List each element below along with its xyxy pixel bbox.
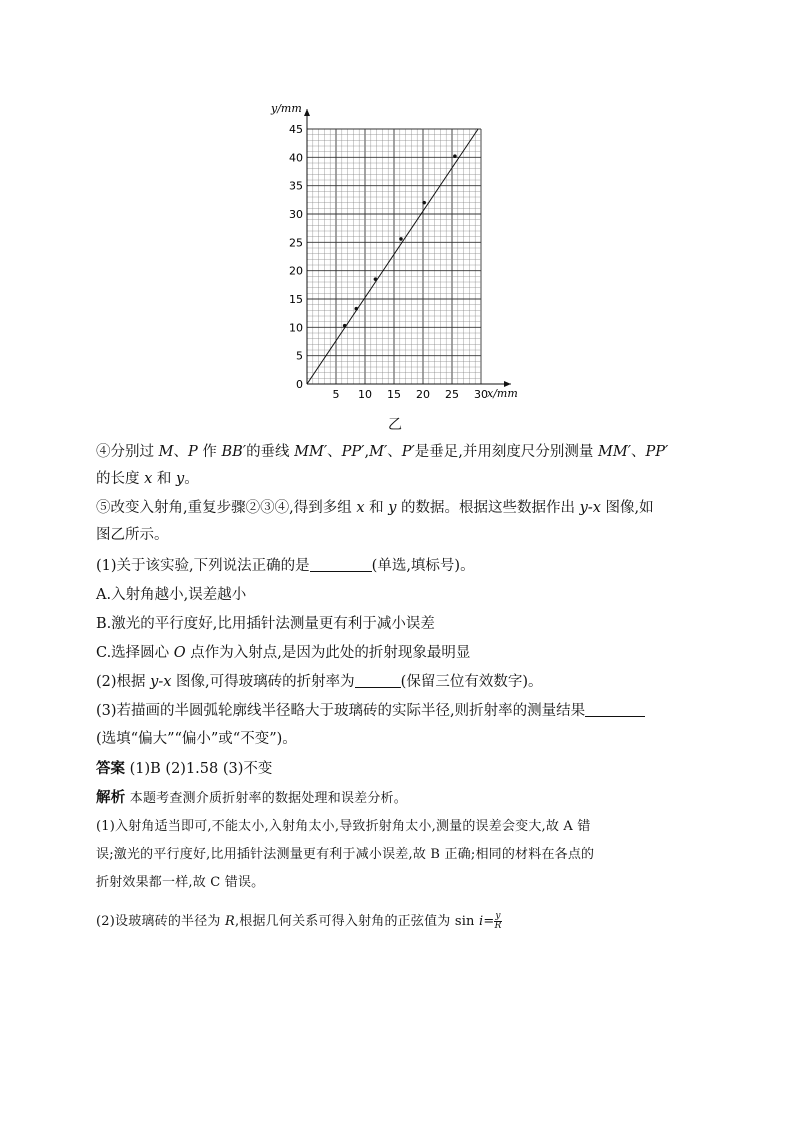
text: 、 — [327, 444, 342, 460]
x-axis-label: x/mm — [487, 387, 518, 400]
text: 。 — [184, 471, 199, 487]
y-tick-label: 35 — [289, 179, 303, 193]
answer-label: 答案 — [96, 760, 125, 777]
fraction-y-over-R — [494, 912, 501, 931]
y-x-graph — [255, 95, 545, 410]
y-tick-label: 40 — [289, 151, 303, 165]
text: 的数据。根据这些数据作出 — [396, 500, 580, 516]
step5-line1 — [96, 496, 696, 520]
var-PP: PP′ — [341, 444, 365, 460]
data-point — [343, 324, 347, 328]
y-tick-label: 15 — [289, 293, 303, 306]
text: (1)关于该实验,下列说法正确的是 — [96, 558, 310, 574]
y-tick-label: 0 — [296, 378, 303, 391]
y-tick-label: 25 — [289, 236, 303, 250]
y-tick-label: 10 — [289, 321, 303, 335]
y-axis-label: y/mm — [271, 102, 302, 115]
x-tick-label: 25 — [445, 388, 459, 401]
fraction-numerator: y — [495, 911, 501, 921]
data-point — [399, 237, 403, 241]
var-P2: P′ — [401, 444, 415, 460]
text: = — [483, 914, 495, 929]
analysis-p1-line1: (1)入射角适当即可,不能太小,入射角太小,导致折射角太小,测量的误差会变大,故 A 错 — [96, 819, 591, 834]
analysis-text: 本题考查测介质折射率的数据处理和误差分析。 — [125, 791, 407, 806]
text: 是垂足,并用刻度尺分别测量 — [414, 444, 599, 460]
x-tick-label: 10 — [358, 388, 372, 401]
step5-line2: 图乙所示。 — [96, 527, 169, 543]
var-PP3: PP′ — [645, 444, 669, 460]
text: 、 — [631, 444, 646, 460]
analysis-p2 — [96, 910, 696, 934]
var-yx: y-x — [150, 674, 172, 690]
text: (保留三位有效数字)。 — [400, 674, 543, 690]
data-point — [453, 154, 457, 158]
q3-stem-line1 — [96, 699, 696, 723]
data-point — [374, 277, 378, 281]
var-x: x — [356, 500, 365, 516]
analysis-p1-line3: 折射效果都一样,故 C 错误。 — [96, 875, 265, 890]
y-axis-arrow — [304, 109, 310, 116]
x-tick-label: 20 — [416, 388, 430, 401]
var-O: O — [173, 645, 186, 661]
var-i: i — [478, 914, 484, 929]
y-tick-label: 30 — [289, 208, 303, 221]
var-BB: BB′ — [221, 444, 247, 460]
x-tick-label: 30 — [474, 388, 488, 401]
var-x: x — [144, 471, 153, 487]
analysis-label: 解析 — [96, 789, 126, 806]
text: 图像,如 — [600, 500, 654, 516]
q2-stem — [96, 670, 696, 694]
data-point — [355, 307, 359, 311]
q1-option-a: A.入射角越小,误差越小 — [96, 587, 247, 603]
q1-option-b: B.激光的平行度好,比用插针法测量更有利于减小误差 — [96, 616, 435, 632]
fraction-denominator: R — [494, 921, 502, 931]
text: 、 — [173, 444, 188, 460]
text: 图像,可得玻璃砖的折射率为 — [171, 674, 355, 690]
text: ④分别过 — [96, 444, 159, 460]
q1-stem — [96, 554, 696, 578]
data-point — [422, 201, 426, 205]
text: 的垂线 — [246, 444, 295, 460]
answer-blank[interactable] — [585, 701, 645, 717]
text: 和 — [364, 500, 389, 516]
text: 和 — [152, 471, 177, 487]
step4-line2 — [96, 467, 696, 491]
var-M: M — [158, 444, 174, 460]
text: , — [364, 444, 370, 460]
y-tick-label: 20 — [289, 264, 303, 278]
answer-text: (1)B (2)1.58 (3)不变 — [125, 761, 273, 777]
q3-stem-line2: (选填“偏大”“偏小”或“不变”)。 — [96, 731, 297, 747]
var-y: y — [176, 471, 185, 487]
text: (3)若描画的半圆弧轮廓线半径略大于玻璃砖的实际半径,则折射率的测量结果 — [96, 703, 586, 719]
text: (2)根据 — [96, 674, 151, 690]
text: 、 — [387, 444, 402, 460]
var-MM3: MM′ — [598, 444, 632, 460]
x-tick-label: 15 — [387, 388, 401, 401]
text: 的长度 — [96, 471, 145, 487]
x-tick-label: 5 — [332, 388, 340, 401]
figure-caption: 乙 — [388, 417, 402, 433]
text: ,根据几何关系可得入射角的正弦值为 sin — [234, 914, 479, 929]
text: ⑤改变入射角,重复步骤②③④,得到多组 — [96, 500, 357, 516]
answer-blank[interactable] — [355, 672, 401, 688]
text: (单选,填标号)。 — [371, 558, 475, 574]
text: (2)设玻璃砖的半径为 — [96, 914, 225, 929]
var-y: y — [388, 500, 397, 516]
analysis-intro — [96, 786, 696, 811]
var-P: P — [187, 444, 198, 460]
var-M2: M′ — [369, 444, 388, 460]
var-yx: y-x — [579, 500, 601, 516]
text: C.选择圆心 — [96, 645, 174, 661]
var-MM: MM′ — [294, 444, 328, 460]
step4-line1 — [96, 440, 696, 464]
answer-blank[interactable] — [310, 556, 372, 572]
q1-option-c — [96, 641, 696, 665]
y-tick-label: 45 — [289, 123, 303, 136]
text: 点作为入射点,是因为此处的折射现象最明显 — [185, 645, 471, 661]
y-tick-label: 5 — [296, 349, 303, 363]
var-R: R — [224, 914, 235, 929]
analysis-p1-line2: 误;激光的平行度好,比用插针法测量更有利于减小误差,故 B 正确;相同的材料在各点的 — [96, 847, 595, 862]
text: 作 — [197, 444, 222, 460]
answer-line — [96, 757, 696, 781]
